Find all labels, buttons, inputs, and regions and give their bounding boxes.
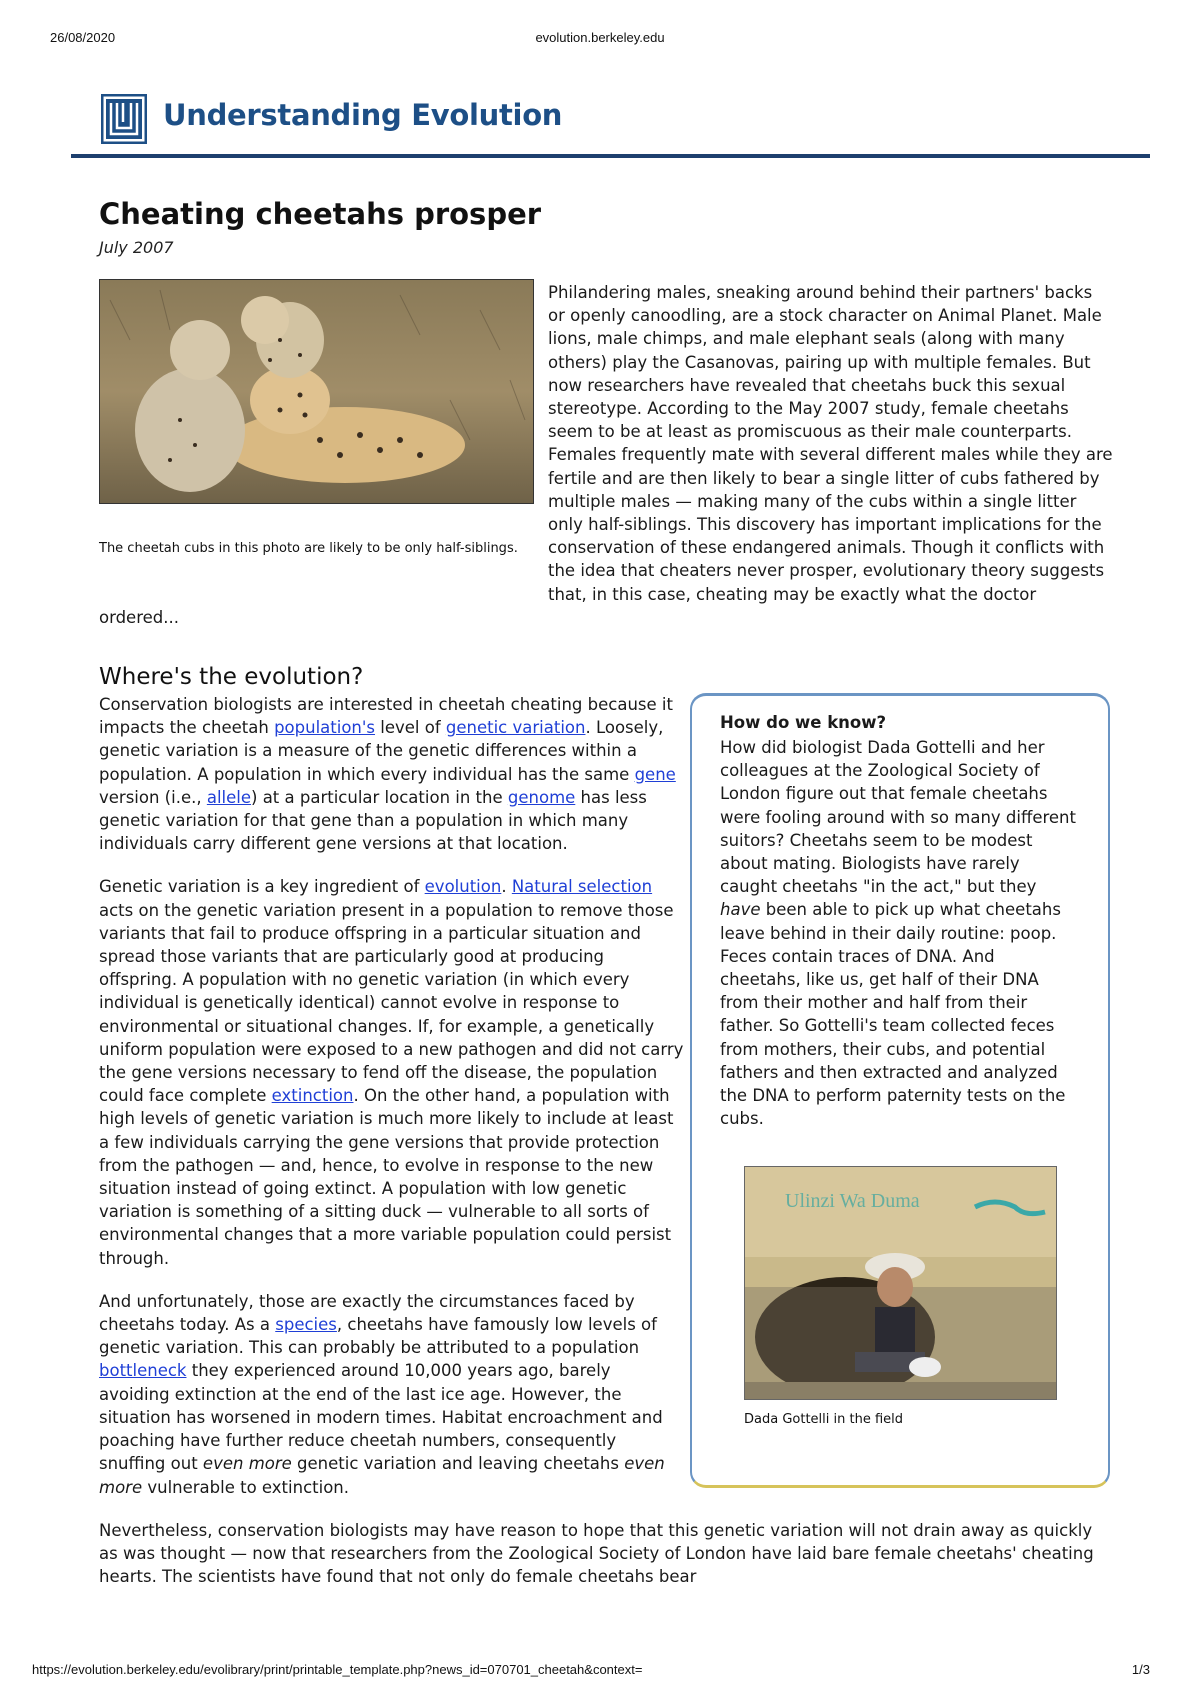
print-date: 26/08/2020 (50, 30, 116, 45)
svg-text:Ulinzi Wa Duma: Ulinzi Wa Duma (785, 1190, 920, 1212)
article-title: Cheating cheetahs prosper (99, 197, 542, 231)
body-paragraph-1: Conservation biologists are interested in cheetah cheating because it impacts the cheetah population's level of genetic variation. Loosely, genetic variation is a measure of the genetic differences within a population. A population in which every individual has the same gene version (i.e., allele) at a particular location in the genome has less genetic variation for that gene than a population in which many individuals carry different gene versions at that location. (99, 695, 676, 854)
sidebox-text: How did biologist Dada Gottelli and her colleagues at the Zoological Society of London figure out that female cheetahs were fooling around with so many different suitors? Cheetahs seem to be modest about mating. Biologists have rarely caught cheetahs "in the act," but they have been able to pick up what cheetahs leave behind in their daily routine: poop. Feces contain traces of DNA. And cheetahs, like us, get half of their DNA from their mother and half from their father. So Gottelli's team collected feces from mothers, their cubs, and potential fathers and then extracted and analyzed the DNA to perform paternity tests on the cubs. (720, 738, 1076, 1129)
body-paragraph-4: Nevertheless, conservation biologists may have reason to hope that this genetic variation will not drain away as quickly as was thought — now that researchers from the Zoological Society of London have laid bare female cheetahs' cheating hearts. The scientists have found that not only do female cheetahs bear (99, 1520, 1094, 1587)
sidebox-title: How do we know? (720, 713, 887, 732)
site-header (71, 94, 1150, 158)
print-page-number: 1/3 (1131, 1662, 1150, 1677)
site-logo-icon[interactable] (101, 94, 147, 144)
link-evolution[interactable]: evolution (424, 877, 502, 897)
gottelli-field-photo (744, 1166, 1057, 1400)
print-header (50, 30, 1150, 50)
body-paragraph-3: And unfortunately, those are exactly the circumstances faced by cheetahs today. As a species, cheetahs have famously low levels of genetic variation. This can probably be attributed to a population bottleneck they experienced around 10,000 years ago, barely avoiding extinction at the end of the last ice age. However, the situation has worsened in modern times. Habitat encroachment and poaching have further reduce cheetah numbers, consequently snuffing out even more genetic variation and leaving cheetahs even more vulnerable to extinction. (99, 1291, 665, 1497)
gottelli-photo-caption: Dada Gottelli in the field (744, 1412, 904, 1427)
link-allele[interactable]: allele (206, 787, 252, 807)
link-bottleneck[interactable]: bottleneck (99, 1361, 187, 1381)
article-date: July 2007 (99, 238, 174, 257)
link-species[interactable]: species (275, 1315, 337, 1335)
link-extinction[interactable]: extinction (271, 1086, 354, 1106)
print-domain: evolution.berkeley.edu (535, 30, 665, 45)
how-do-we-know-box (690, 693, 1110, 1488)
print-footer (32, 1662, 1150, 1680)
link-genetic-variation[interactable]: genetic variation (445, 718, 586, 738)
link-gene[interactable]: gene (634, 764, 676, 784)
print-url: https://evolution.berkeley.edu/evolibrary/print/printable_template.php?news_id=070701_cheetah&context= (32, 1662, 643, 1677)
link-genome[interactable]: genome (507, 787, 576, 807)
body-paragraph-2: Genetic variation is a key ingredient of evolution. Natural selection acts on the genetic variation present in a population to remove those variants that fail to produce offspring in a particular situation and spread those variants that are particularly good at producing offspring. A population with no genetic variation (in which every individual is genetically identical) cannot evolve in response to environmental or situational changes. If, for example, a genetically uniform population were exposed to a new pathogen and did not carry the gene versions necessary to fend off the disease, the population could face complete extinction. On the other hand, a population with high levels of genetic variation is much more likely to include at least a few individuals carrying the gene versions that provide protection from the pathogen — and, hence, to evolve in response to the new situation instead of going extinct. A population with low genetic variation is something of a sitting duck — vulnerable to all sorts of environmental changes that a more variable population could persist through. (99, 877, 684, 1268)
section-heading: Where's the evolution? (99, 664, 364, 690)
site-title[interactable]: Understanding Evolution (163, 98, 563, 132)
link-natural-selection[interactable]: Natural selection (511, 877, 653, 897)
cheetah-cubs-photo (99, 279, 534, 504)
link-population[interactable]: population's (274, 718, 376, 738)
cheetah-photo-caption: The cheetah cubs in this photo are likely to be only half-siblings. (99, 541, 518, 556)
intro-text: Philandering males, sneaking around behind their partners' backs or openly canoodling, are a stock character on Animal Planet. Male lions, male chimps, and male elephant seals (along with many others) play the Casanovas, pairing up with multiple females. But now researchers have revealed that cheetahs buck this sexual stereotype. According to the May 2007 study, female cheetahs seem to be at least as promiscuous as their male counterparts. Females frequently mate with several different males while they are fertile and are then likely to bear a single litter of cubs fathered by multiple males — making many of the cubs within a single litter only half-siblings. This discovery has important implications for the conservation of these endangered animals. Though it conflicts with the idea that cheaters never prosper, evolutionary theory suggests that, in this case, cheating may be exactly what the doctor ordered... (99, 283, 1113, 627)
